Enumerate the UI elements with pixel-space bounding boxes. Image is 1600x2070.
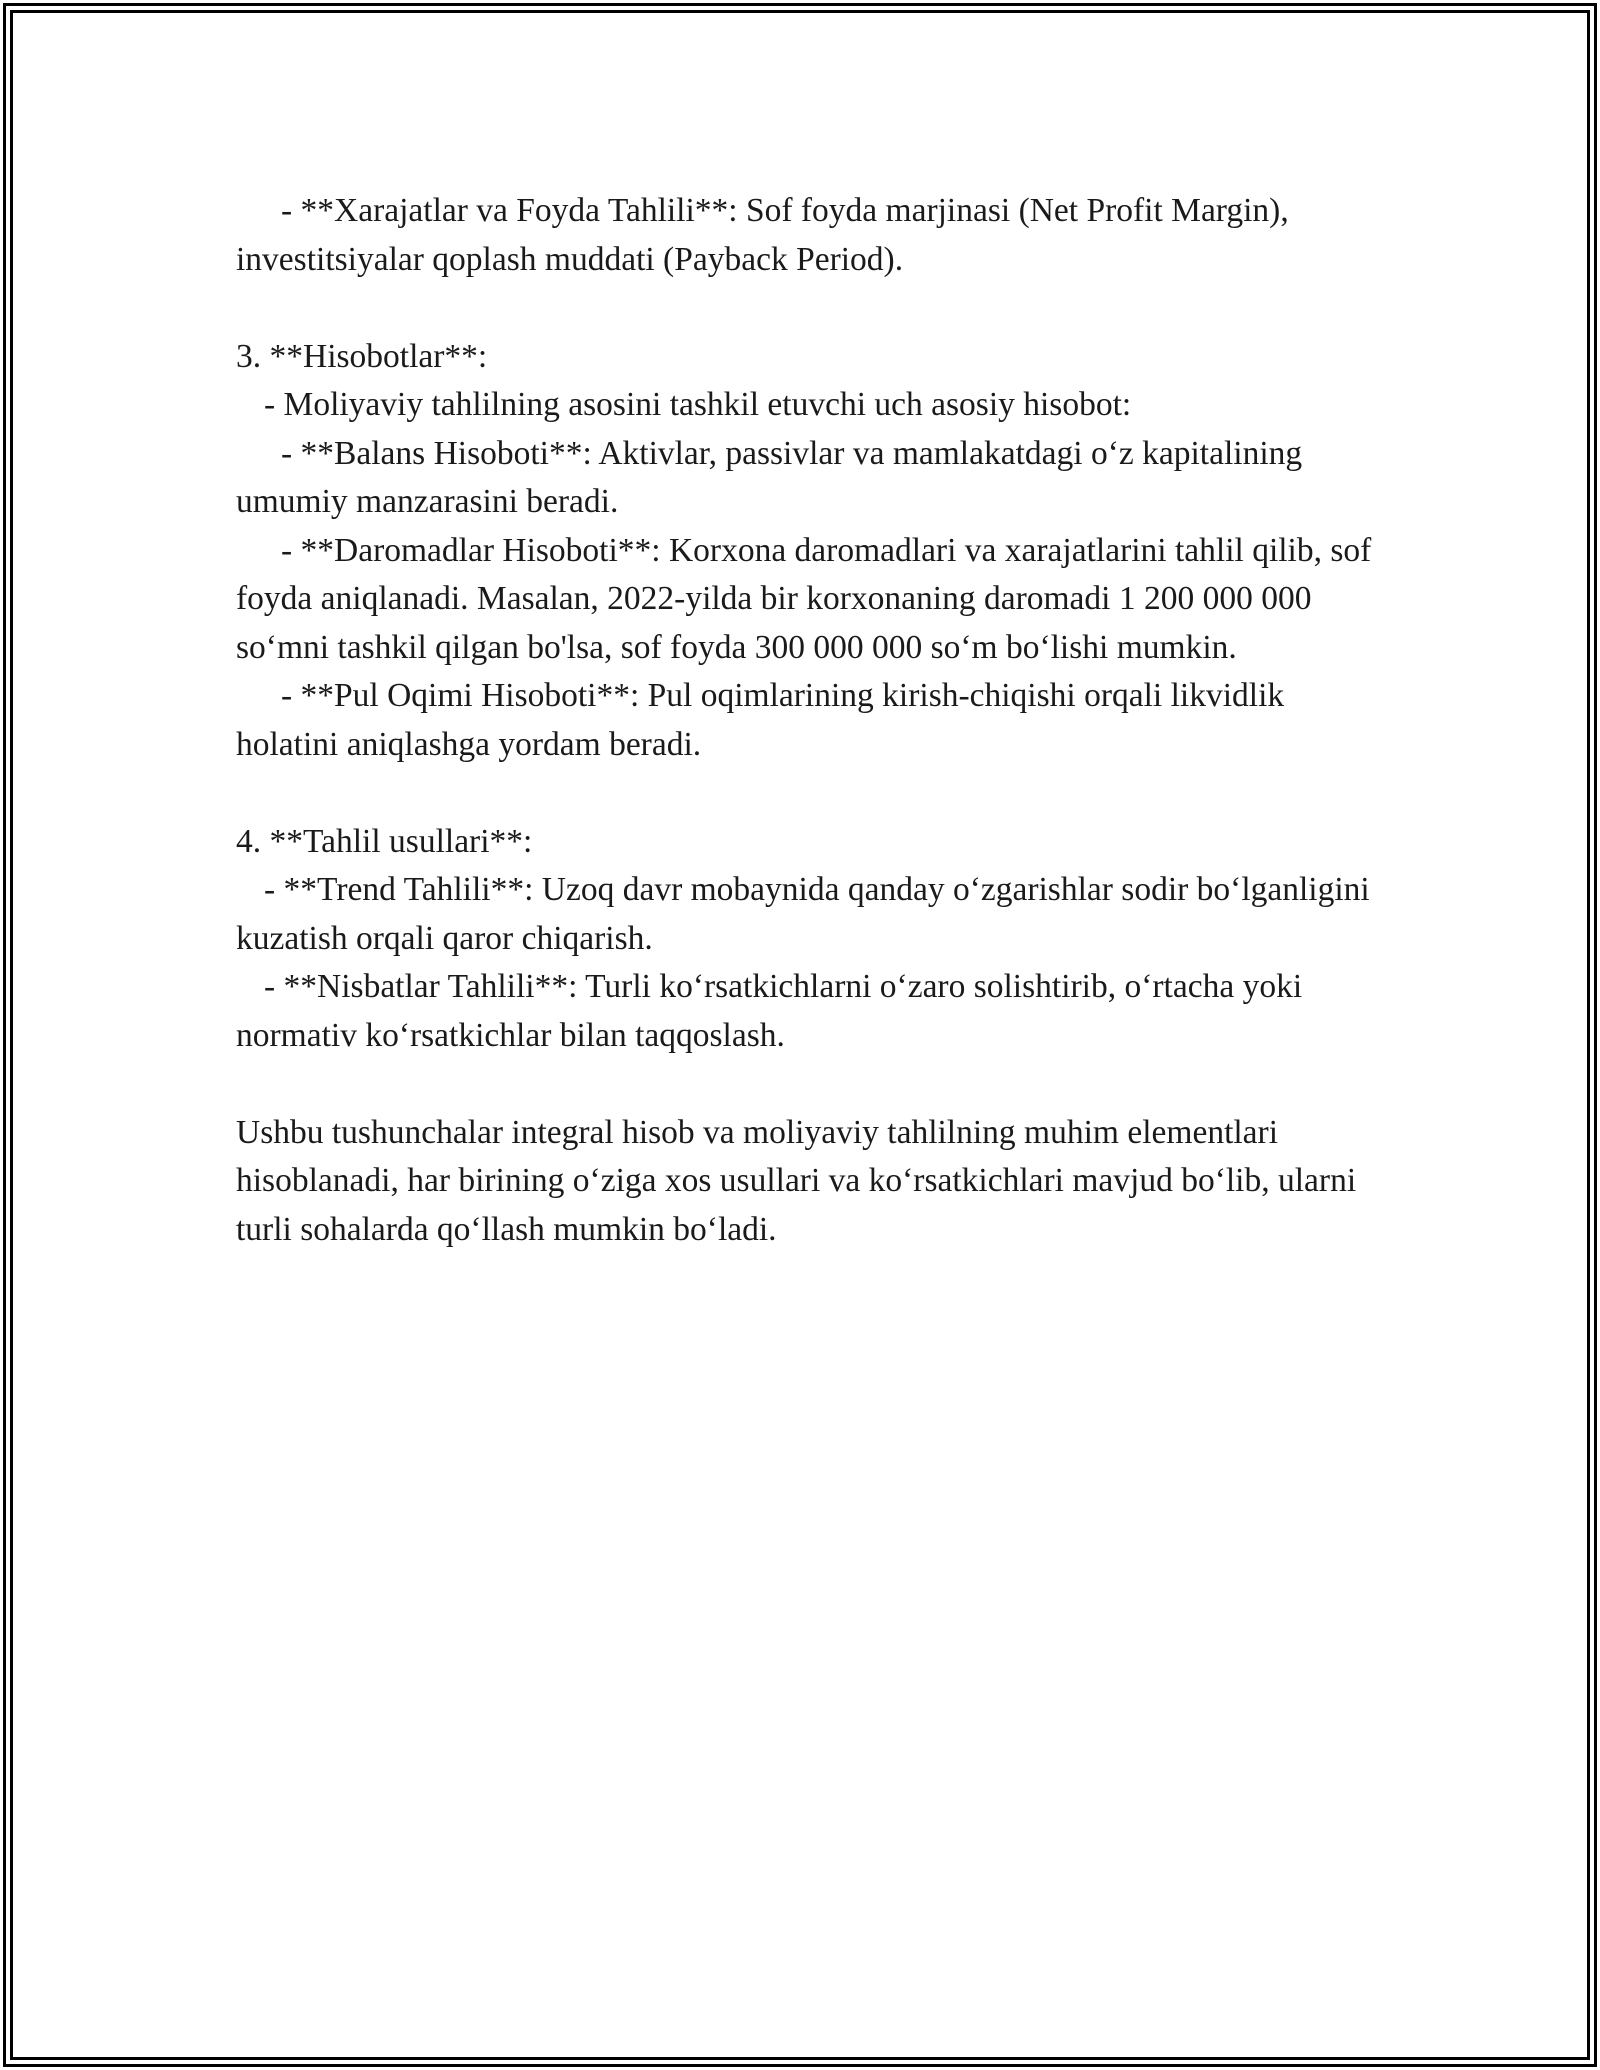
paragraph-ratio-analysis: - **Nisbatlar Tahlili**: Turli ko‘rsatkichlarni o‘zaro solishtirib, o‘rtacha yoki normativ ko‘rsatkichlar bilan taqqoslash. <box>236 968 1311 1054</box>
document-body <box>236 187 1386 1254</box>
paragraph-gap <box>236 284 1386 333</box>
heading-reports: 3. **Hisobotlar**: <box>236 337 488 375</box>
paragraph-balance-sheet: - **Balans Hisoboti**: Aktivlar, passivlar va mamlakatdagi o‘z kapitalining umumiy manzarasini beradi. <box>236 434 1311 520</box>
paragraph-income-statement: - **Daromadlar Hisoboti**: Korxona daromadlari va xarajatlarini tahlil qilib, sof foyda aniqlanadi. Masalan, 2022-yilda bir korxonaning daromadi 1 200 000 000 so‘mni tashkil qilgan bo'lsa, sof foyda 300 000 000 so‘m bo‘lishi mumkin. <box>236 531 1380 666</box>
paragraph-conclusion: Ushbu tushunchalar integral hisob va moliyaviy tahlilning muhim elementlari hisoblanadi, har birining o‘ziga xos usullari va ko‘rsatkichlari mavjud bo‘lib, ularni turli sohalarda qo‘llash mumkin bo‘ladi. <box>236 1113 1365 1248</box>
paragraph-cost-profit-analysis: - **Xarajatlar va Foyda Tahlili**: Sof foyda marjinasi (Net Profit Margin), investitsiyalar qoplash muddati (Payback Period). <box>236 192 1298 278</box>
paragraph-gap <box>236 769 1386 818</box>
paragraph-reports-intro: - Moliyaviy tahlilning asosini tashkil etuvchi uch asosiy hisobot: <box>264 386 1132 423</box>
heading-analysis-methods: 4. **Tahlil usullari**: <box>236 822 533 860</box>
paragraph-gap <box>236 1060 1386 1109</box>
paragraph-trend-analysis: - **Trend Tahlili**: Uzoq davr mobaynida qanday o‘zgarishlar sodir bo‘lganligini kuzatish orqali qaror chiqarish. <box>236 871 1379 957</box>
paragraph-cash-flow: - **Pul Oqimi Hisoboti**: Pul oqimlarining kirish-chiqishi orqali likvidlik holatini aniqlashga yordam beradi. <box>236 677 1293 763</box>
